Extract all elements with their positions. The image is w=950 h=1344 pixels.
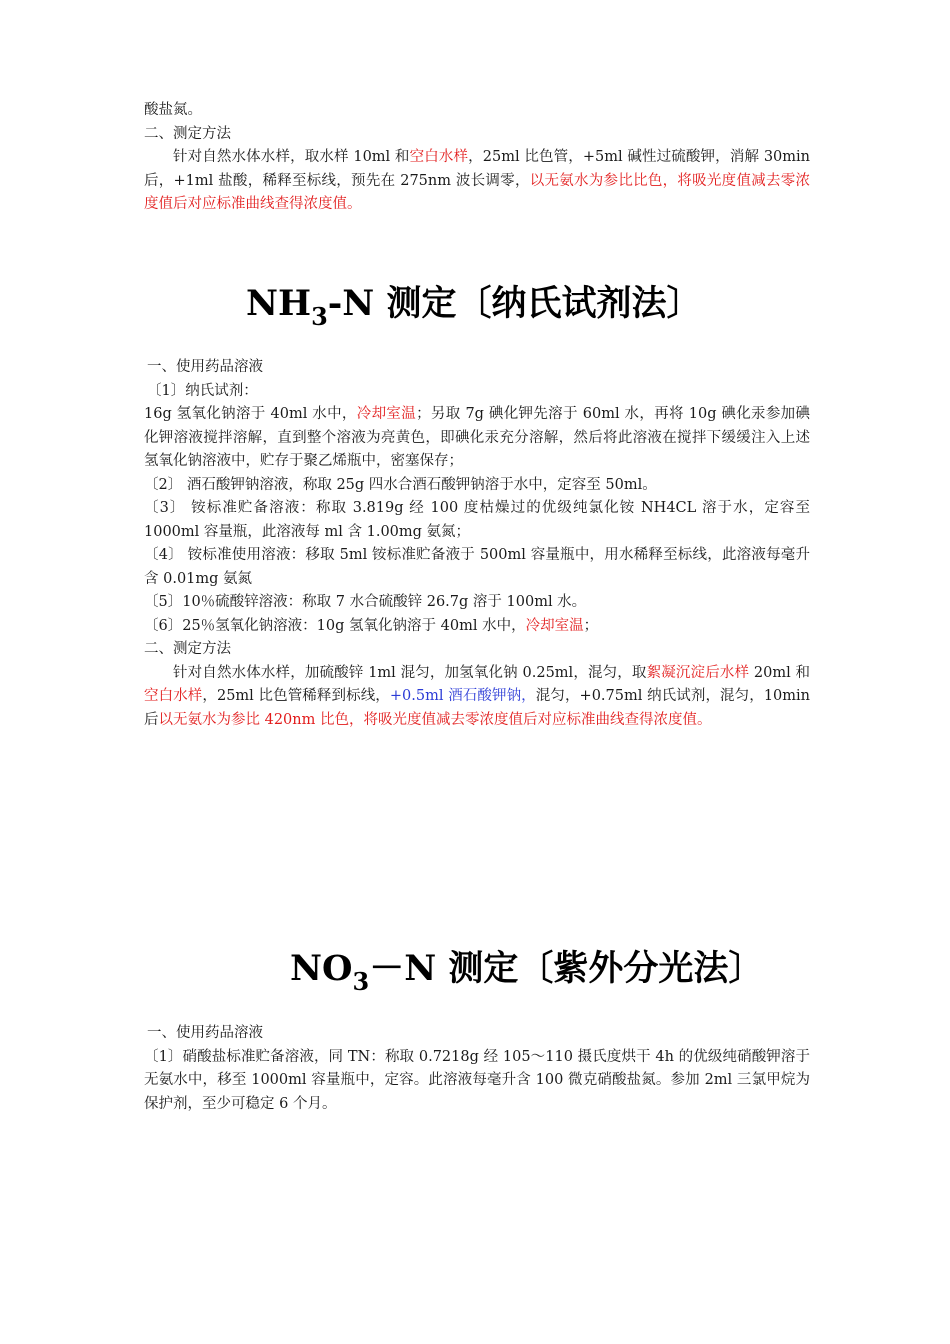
method-paragraph <box>144 146 810 217</box>
section-heading: 二、测定方法 <box>144 641 231 657</box>
highlighted-text-red: 空白水样 <box>144 688 203 704</box>
text-run: 〔6〕25％氢氧化钠溶液：10g 氢氧化钠溶于 40ml 水中， <box>144 617 526 634</box>
method-paragraph <box>144 662 810 733</box>
section-no3 <box>144 1022 810 1116</box>
text-run: 针对自然水体水样，加硫酸锌 1ml 混匀，加氢氧化钠 0.25ml，混匀，取 <box>173 664 647 681</box>
title-no3n <box>290 941 763 996</box>
text-run: ，25ml 比色管稀释到标线， <box>202 688 390 704</box>
text-run: 16g 氢氧化钠溶于 40ml 水中， <box>144 406 357 422</box>
continued-line: 酸盐氮。 <box>144 102 202 118</box>
highlighted-text-red: 冷却室温 <box>356 406 417 422</box>
title-text: －N 测定〔紫外分光法〕 <box>369 948 764 989</box>
reagent-item <box>144 403 810 474</box>
title-formula: NO <box>290 948 353 989</box>
title-subscript: 3 <box>352 967 370 996</box>
reagent-item: 〔5〕10％硫酸锌溶液：称取 7 水合硫酸锌 26.7g 溶于 100ml 水。 <box>144 594 587 610</box>
text-run: ，25ml 比色管，+5ml 碱性过硫酸钾，消解 30min 后，+1ml 盐酸，稀释至标线，预先在 275nm 波长调零， <box>144 149 811 189</box>
reagent-item: 〔1〕硝酸盐标准贮备溶液，同 TN：称取 0.7218g 经 105～110 摄氏度烘干 4h 的优级纯硝酸钾溶于无氨水中，移至 1000ml 容量瓶中，定容。此溶液每毫升含 100 微克硝酸盐氮。参加 2ml 三氯甲烷为保护剂，至少可稳定 6 个月。 <box>144 1048 810 1112</box>
highlighted-text-red: 空白水样 <box>409 149 469 165</box>
section-heading: 一、使用药品溶液 <box>147 1025 263 1041</box>
text-run: ；另取 7g 碘化钾先溶于 60ml 水，再将 10g 碘化汞参加碘化钾溶液搅拌溶解，直到整个溶液为亮黄色，即碘化汞充分溶解，然后将此溶液在搅拌下缓缓注入上述氢氧化钠溶液中，贮存于聚乙烯瓶中，密塞保存； <box>144 406 811 469</box>
title-nh3n <box>246 276 701 331</box>
reagent-item: 〔2〕 酒石酸钾钠溶液，称取 25g 四水合酒石酸钾钠溶于水中，定容至 50ml。 <box>144 476 657 493</box>
text-run: 混匀，+0.75ml 纳氏试剂，混匀，10min 后 <box>144 688 811 728</box>
reagent-item: 〔4〕 铵标准使用溶液：移取 5ml 铵标准贮备液于 500ml 容量瓶中，用水稀释至标线，此溶液每毫升含 0.01mg 氨氮 <box>144 547 810 587</box>
text-run: 针对自然水体水样，取水样 10ml 和 <box>173 149 410 165</box>
highlighted-text-red: 以无氨水为参比 420nm 比色，将吸光度值减去零浓度值后对应标准曲线查得浓度值。 <box>158 711 712 728</box>
title-text: -N 测定〔纳氏试剂法〕 <box>327 283 702 324</box>
reagent-item: 〔3〕 铵标准贮备溶液：称取 3.819g 经 100 度枯燥过的优级纯氯化铵 NH4CL 溶于水，定容至 1000ml 容量瓶，此溶液每 ml 含 1.00mg 氨氮； <box>144 500 810 540</box>
title-subscript: 3 <box>311 302 328 331</box>
reagent-label: 〔1〕纳氏试剂： <box>147 382 258 399</box>
text-run: 20ml 和 <box>749 664 810 681</box>
text-run: ； <box>583 617 599 634</box>
highlighted-text-blue: +0.5ml 酒石酸钾钠， <box>389 688 536 704</box>
highlighted-text-red: 絮凝沉淀后水样 <box>646 664 750 681</box>
section-top <box>144 99 810 217</box>
highlighted-text-red: 冷却室温 <box>525 617 584 634</box>
section-nh3 <box>144 356 810 732</box>
title-formula: NH <box>246 283 312 324</box>
section-heading: 一、使用药品溶液 <box>147 359 263 375</box>
highlighted-text-red: 以无氨水为参比比色，将吸光度值减去零浓度值后对应标准曲线查得浓度值。 <box>144 172 811 212</box>
reagent-item <box>144 615 810 639</box>
section-heading: 二、测定方法 <box>144 125 231 142</box>
